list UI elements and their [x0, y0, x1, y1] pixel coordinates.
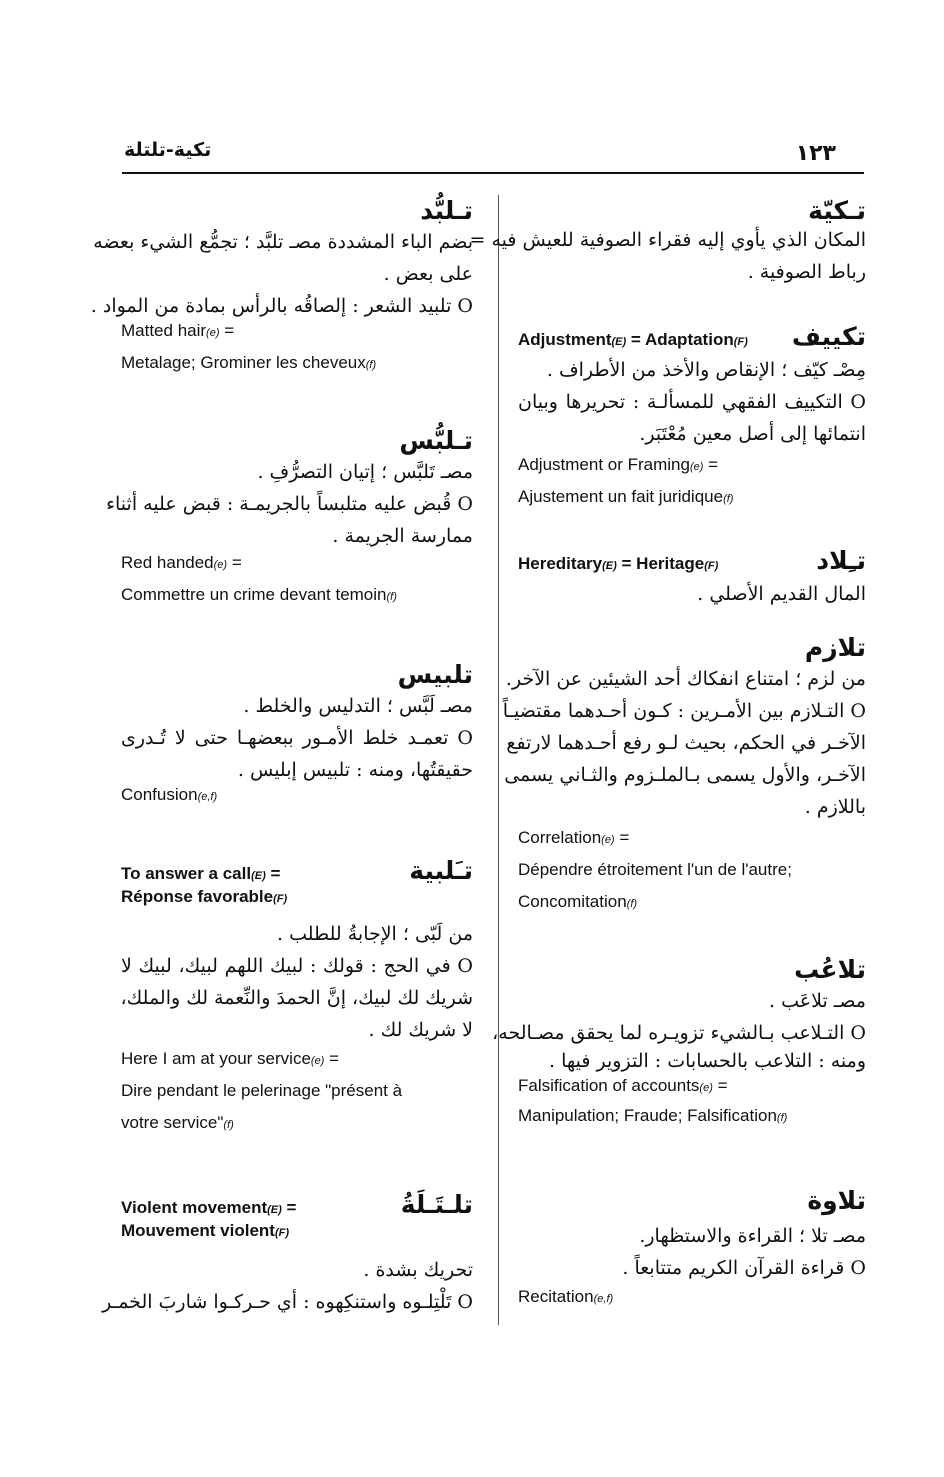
entry-headword: تلاعُب — [794, 955, 866, 984]
entry-takiyya — [469, 196, 866, 283]
term-translation-english: Violent movement(E) = — [121, 1198, 297, 1217]
definition-line: O التـلازم بين الأمـرين : كـون أحـدهما مقتضيـاً — [502, 700, 866, 722]
french-equivalent: Dépendre étroitement l'un de l'autre; — [518, 860, 792, 879]
entry-takyif — [518, 322, 866, 507]
term-translation: Hereditary(E) = Heritage(F) — [518, 554, 719, 573]
entry-headword: تلـتَـلَةُ — [400, 1190, 473, 1219]
english-equivalent: Correlation(e) = — [518, 828, 630, 847]
english-equivalent: Red handed(e) = — [121, 553, 242, 572]
english-equivalent: Recitation(e,f) — [518, 1287, 614, 1306]
definition-line: ومنه : التلاعب بالحسابات : التزوير فيها . — [549, 1050, 866, 1072]
definition-line: O التكييف الفقهي للمسألـة : تحريرها وبيان — [518, 391, 866, 413]
entry-taltala — [102, 1190, 473, 1313]
french-equivalent: Manipulation; Fraude; Falsification(f) — [518, 1106, 788, 1125]
definition-line: O تَلْتِلـوه واستنكِهوه : أي حـركـوا شاربَ الخمـر — [102, 1291, 473, 1313]
term-translation-french: Mouvement violent(F) — [121, 1221, 290, 1240]
french-equivalent: Concomitation(f) — [518, 892, 638, 911]
definition-line: شريك لك لبيك، إنَّ الحمدَ والنِّعمة لك والملك، — [120, 987, 473, 1009]
definition-line: المكان الذي يأوي إليه فقراء الصوفية للعيش فيه = — [469, 229, 866, 251]
entry-headword: تـكيّة — [808, 196, 866, 225]
page-number: ١٢٣ — [795, 141, 836, 166]
entry-headword: تـلبُّس — [399, 426, 473, 455]
definition-line: الآخـر في الحكم، بحيث لـو رفع أحـدهما لارتفع — [506, 732, 866, 754]
english-equivalent: Matted hair(e) = — [121, 321, 235, 340]
term-translation-french: Réponse favorable(F) — [121, 887, 288, 906]
french-equivalent: Ajustement un fait juridique(f) — [518, 487, 734, 506]
entry-talaub — [492, 955, 866, 1126]
definition-line: حقيقتُها، ومنه : تلبيس إبليس . — [237, 759, 473, 781]
entry-headword: تـلبُّد — [420, 196, 473, 225]
french-equivalent: Commettre un crime devant temoin(f) — [121, 585, 397, 604]
english-equivalent: Falsification of accounts(e) = — [518, 1076, 728, 1095]
definition-line: من لَبّى ؛ الإجابةُ للطلب . — [276, 923, 473, 945]
definition-line: انتمائها إلى أصل معين مُعْتَبَر. — [639, 423, 866, 445]
running-title: تكية-تلتلة — [124, 139, 212, 161]
definition-line: مصـ تَلبَّس ؛ إتيان التصرُّفِ . — [257, 461, 473, 483]
definition-line: O التـلاعب بـالشيء تزويـره لما يحقق مصـالحه، — [492, 1022, 866, 1044]
term-translation-english: To answer a call(E) = — [121, 864, 281, 883]
english-equivalent: Confusion(e,f) — [121, 785, 218, 804]
definition-line: بضم الباء المشددة مصـ تلبَّد ؛ تجمُّع الشيء بعضه — [93, 231, 473, 253]
definition-line: O قراءة القرآن الكريم متتابعاً . — [622, 1257, 866, 1279]
english-equivalent: Here I am at your service(e) = — [121, 1049, 340, 1068]
entry-talbis — [121, 660, 473, 805]
definition-line: على بعض . — [383, 263, 473, 285]
term-translation: Adjustment(E) = Adaptation(F) — [518, 330, 748, 349]
entry-tilad — [518, 546, 866, 605]
column-divider — [498, 195, 499, 1325]
definition-line: مصـ تلا ؛ القراءة والاستظهار. — [639, 1225, 866, 1247]
definition-line: الآخـر، والأول يسمى بـالملـزوم والثـاني يسمى — [504, 764, 866, 786]
definition-line: باللازم . — [804, 796, 866, 818]
definition-line: مِصْـ كيّف ؛ الإنقاص والأخذ من الأطراف . — [546, 359, 866, 381]
english-equivalent: Adjustment or Framing(e) = — [518, 455, 719, 474]
entry-headword: تـِلاد — [816, 546, 866, 575]
entry-headword: تلاوة — [807, 1186, 866, 1215]
entry-headword: تـَلبية — [409, 856, 473, 885]
definition-line: O تلبيد الشعر : إلصاقُه بالرأس بمادة من المواد . — [90, 295, 473, 317]
definition-line: تحريك بشدة . — [363, 1259, 473, 1281]
entry-tilawa — [518, 1186, 866, 1307]
definition-line: مصـ لَبَّس ؛ التدليس والخلط . — [243, 695, 473, 717]
definition-line: رباط الصوفية . — [747, 261, 866, 283]
entry-talazum — [502, 633, 866, 912]
definition-line: ممارسة الجريمة . — [332, 525, 473, 547]
definition-line: O تعمـد خلط الأمـور ببعضهـا حتى لا تُـدرى — [121, 727, 473, 749]
definition-line: مصـ تلاعَب . — [769, 990, 866, 1012]
french-equivalent: Metalage; Grominer les cheveux(f) — [121, 353, 377, 372]
definition-line: المال القديم الأصلي . — [697, 583, 866, 605]
entry-talbiya — [121, 856, 473, 1133]
definition-line: O قُبض عليه متلبساً بالجريمـة : قبض عليه أثناء — [106, 493, 473, 515]
french-equivalent: Dire pendant le pelerinage "présent à — [121, 1081, 403, 1100]
entry-talabbus — [106, 426, 473, 605]
definition-line: O في الحج : قولك : لبيك اللهم لبيك، لبيك لا — [121, 955, 473, 977]
entry-headword: تكييف — [791, 322, 866, 351]
french-equivalent: votre service"(f) — [121, 1113, 234, 1132]
entry-headword: تلازم — [804, 633, 866, 662]
entry-talabbud — [90, 196, 473, 373]
definition-line: لا شريك لك . — [368, 1019, 473, 1041]
header-rule — [122, 172, 864, 174]
definition-line: من لزم ؛ امتناع انفكاك أحد الشيئين عن الآخر. — [505, 668, 866, 690]
entry-headword: تلبيس — [397, 660, 473, 689]
